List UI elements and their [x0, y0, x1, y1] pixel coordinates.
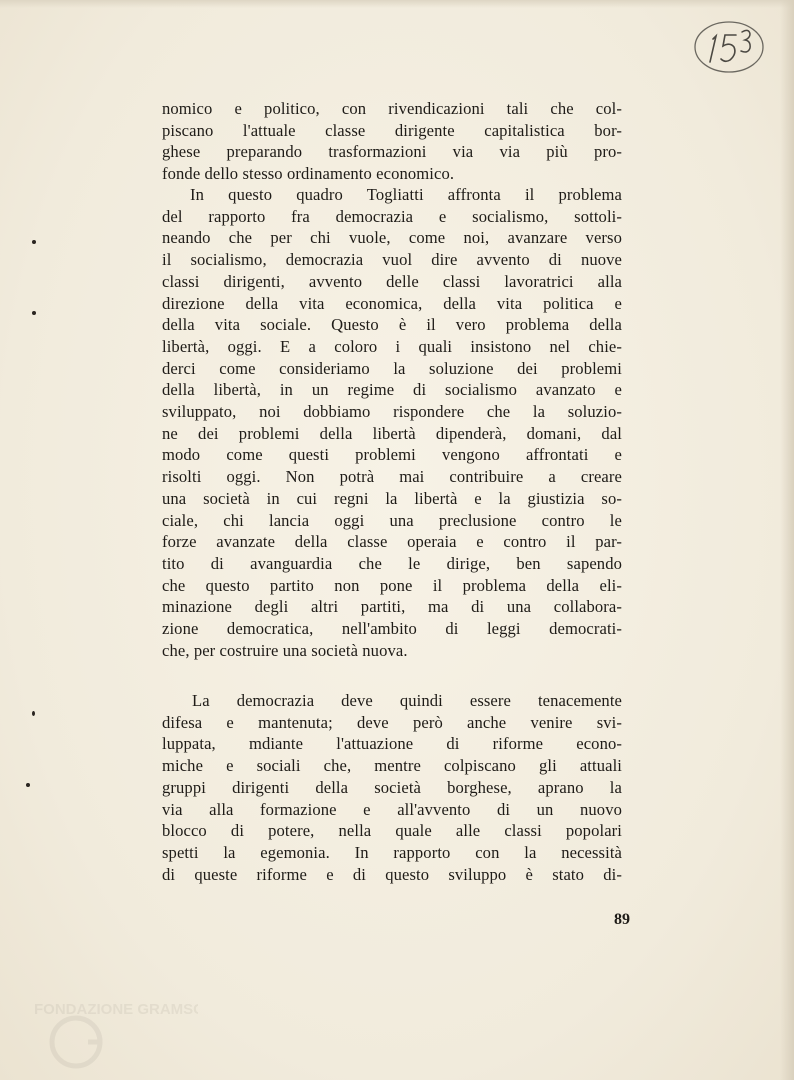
text-line: che, per costruire una società nuova.	[162, 640, 408, 660]
text-line: del rapporto fra democrazia e socialismo, sottoli-	[162, 206, 622, 226]
paragraph-1	[162, 98, 622, 185]
text-line: luppata, mdiante l'attuazione di riforme econo-	[162, 734, 622, 754]
text-line: miche e sociali che, mentre colpiscano gli attuali	[162, 756, 622, 776]
margin-speck	[32, 711, 35, 716]
text-line: tito di avanguardia che le dirige, ben sapendo	[162, 553, 622, 573]
text-line: che questo partito non pone il problema della eli-	[162, 575, 622, 595]
text-line: spetti la egemonia. In rapporto con la necessità	[162, 842, 622, 862]
text-line: difesa e mantenuta; deve però anche venire svi-	[162, 712, 622, 732]
text-line: risolti oggi. Non potrà mai contribuire a creare	[162, 467, 622, 487]
text-line: libertà, oggi. E a coloro i quali insistono nel chie-	[162, 336, 622, 356]
text-line: classi dirigenti, avvento delle classi lavoratrici alla	[162, 271, 622, 291]
text-line: una società in cui regni la libertà e la giustizia so-	[162, 488, 622, 508]
page-top-edge	[0, 0, 794, 8]
text-line: il socialismo, democrazia vuol dire avvento di nuove	[162, 250, 622, 270]
page-right-edge	[780, 0, 794, 1080]
text-line: ghese preparando trasformazioni via via più pro-	[162, 142, 622, 162]
text-line: piscano l'attuale classe dirigente capitalistica bor-	[162, 120, 622, 140]
text-line: zione democratica, nell'ambito di leggi democrati-	[162, 619, 622, 639]
text-line: gruppi dirigenti della società borghese, aprano la	[162, 777, 622, 797]
foundation-watermark	[18, 992, 198, 1072]
text-line: sviluppato, noi dobbiamo rispondere che la soluzio-	[162, 402, 622, 422]
text-line: ne dei problemi della libertà dipenderà, domani, dal	[162, 423, 622, 443]
text-line: fonde dello stesso ordinamento economico.	[162, 164, 455, 184]
foundation-logo-icon	[18, 992, 198, 1072]
handwritten-circled-number-icon	[692, 18, 766, 76]
text-line: derci come consideriamo la soluzione dei problemi	[162, 358, 622, 378]
text-line: minazione degli altri partiti, ma di una collabora-	[162, 597, 622, 617]
text-line: ciale, chi lancia oggi una preclusione contro le	[162, 510, 622, 530]
paragraph-3	[162, 690, 622, 885]
text-line: In questo quadro Togliatti affronta il problema	[190, 185, 622, 204]
page-number: 89	[614, 911, 630, 928]
stamp-number	[766, 18, 767, 19]
text-line: direzione della vita economica, della vita politica e	[162, 293, 622, 313]
watermark-text: FONDAZIONE GRAMSCI	[34, 1001, 198, 1018]
text-line: di queste riforme e di questo sviluppo è stato di-	[162, 864, 622, 884]
margin-speck	[32, 240, 36, 244]
text-line: della libertà, in un regime di socialismo avanzato e	[162, 380, 622, 400]
text-line: La democrazia deve quindi essere tenacemente	[192, 691, 622, 710]
text-line: nomico e politico, con rivendicazioni tali che col-	[162, 99, 622, 118]
text-line: forze avanzate della classe operaia e contro il par-	[162, 532, 622, 552]
text-line: blocco di potere, nella quale alle classi popolari	[162, 821, 622, 841]
margin-speck	[32, 311, 36, 315]
archive-number-stamp	[692, 18, 766, 76]
text-line: modo come questi problemi vengono affrontati e	[162, 445, 622, 465]
paragraph-2	[162, 184, 622, 661]
text-line: della vita sociale. Questo è il vero problema della	[162, 315, 622, 335]
text-line: via alla formazione e all'avvento di un nuovo	[162, 799, 622, 819]
text-line: neando che per chi vuole, come noi, avanzare verso	[162, 228, 622, 248]
margin-speck	[26, 783, 30, 787]
